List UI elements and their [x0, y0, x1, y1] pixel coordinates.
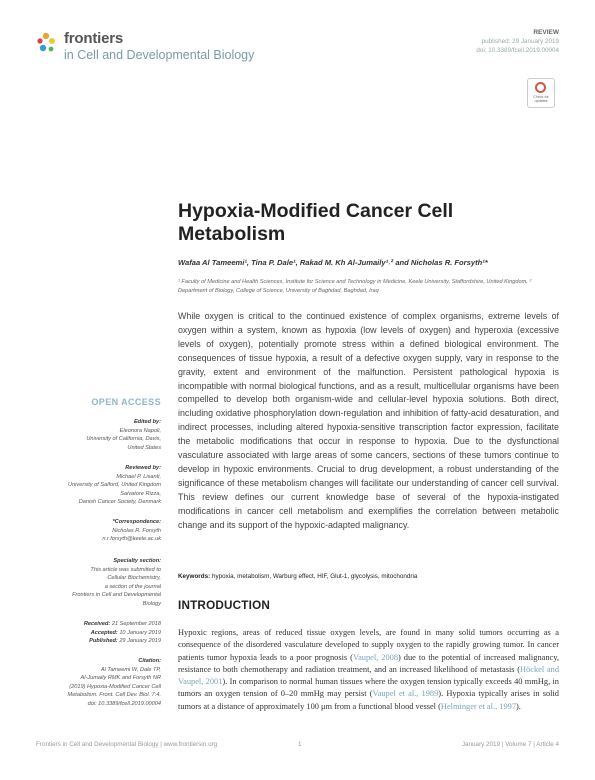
received-label: Received:	[83, 621, 111, 627]
article-type: REVIEW	[533, 29, 559, 36]
reviewer-line: University of Salford, United Kingdom	[68, 482, 161, 489]
article-meta	[399, 28, 559, 55]
accepted-row	[48, 629, 161, 638]
footer-volume: January 2019 | Volume 7 | Article 4	[461, 741, 559, 748]
intro-text: ) due to the potential of increased malignancy, resistance to both chemotherapy and radiation treatment, and an increased likelihood of metastasis (	[178, 652, 559, 674]
specialty-line: This article was submitted to	[90, 566, 161, 573]
citation-line: (2019) Hypoxia-Modified Cancer Cell	[69, 683, 161, 690]
frontiers-logo-icon	[36, 32, 60, 54]
intro-text: Hypoxic regions, areas of reduced tissue oxygen levels, are found in many solid tumors occurring as a consequence of the disordered vasculature developed to supply oxygen to the rapidly growing tumor. In cancer patients tumor hypoxia leads to a poor prognosis (	[178, 628, 559, 662]
reviewer-line: Michael P. Lisanti,	[116, 473, 161, 480]
brand-name: frontiers	[64, 30, 124, 47]
specialty-section-block	[48, 557, 161, 609]
correspondent-name: Nicholas R. Forsyth	[112, 527, 161, 534]
correspondence-block	[48, 518, 161, 544]
published-label: Published:	[89, 638, 118, 645]
citation-line: Al-Jumaily RMK and Forsyth NR	[80, 675, 161, 682]
citation-label: Citation:	[138, 658, 161, 664]
published-row	[48, 637, 161, 646]
reviewed-by-label: Reviewed by:	[125, 465, 161, 471]
citation-link[interactable]: Vaupel, 2008	[352, 652, 399, 662]
check-updates-label: Check for updates	[533, 95, 549, 104]
specialty-line: Biology	[142, 600, 161, 607]
intro-text: ). Hypoxia typically arises in solid tumors at a distance of approximately 100 μm from a functional blood vessel (	[178, 689, 559, 711]
page-number: 1	[298, 741, 302, 748]
specialty-line: Cellular Biochemistry,	[107, 575, 161, 582]
citation-line: doi: 10.3389/fcell.2019.00004	[87, 700, 161, 707]
reviewer-line: Danish Cancer Society, Denmark	[78, 499, 161, 506]
intro-text: ). In comparison to normal human tissues where the oxygen tension typically exceeds 40 mmHg, in tumors an oxygen tension of 0–20 mmHg may persist (	[178, 677, 559, 699]
author-list: Wafaa Al Tameemi¹, Tina P. Dale¹, Rakad M. Kh Al-Jumaily¹˒² and Nicholas R. Forsyth¹*	[178, 258, 488, 267]
reviewer-line: Salvatore Rizza,	[120, 490, 161, 497]
accepted-date: 10 January 2019	[119, 629, 161, 636]
reviewed-by-block	[48, 464, 161, 507]
dates-block	[48, 620, 161, 646]
footer-journal-link[interactable]: Frontiers in Cell and Developmental Biology | www.frontiersin.org	[36, 741, 218, 748]
received-date: 21 September 2018	[111, 621, 161, 627]
published-date: published: 29 January 2019	[481, 38, 559, 45]
keywords-list: hypoxia, metabolism, Warburg effect, HIF, Glut-1, glycolysis, mitochondria	[211, 573, 418, 580]
correspondence-label: *Correspondence:	[112, 519, 161, 525]
editor-line: Eleonora Napoli,	[119, 427, 161, 434]
editor-line: University of California, Davis,	[86, 436, 161, 443]
introduction-paragraph	[178, 627, 559, 713]
specialty-label: Specialty section:	[113, 558, 161, 564]
citation-link[interactable]: Vaupel et al., 1989	[372, 689, 439, 699]
citation-line: Al Tameemi W, Dale TP,	[100, 666, 161, 673]
specialty-line: Frontiers in Cell and Developmental	[72, 592, 161, 599]
check-for-updates-button[interactable]	[527, 78, 555, 108]
open-access-label: OPEN ACCESS	[91, 397, 161, 407]
correspondent-email[interactable]: n.r.forsyth@keele.ac.uk	[102, 536, 161, 543]
affiliations: ¹ Faculty of Medicine and Health Sciences, Institute for Science and Technology in Medicine, Keele University, Staffordshire, United Kingdom, ² Department of Biology, College of Science, University of Baghdad, Baghdad, Iraq	[178, 279, 532, 294]
section-heading-introduction: INTRODUCTION	[178, 599, 270, 612]
received-row	[48, 620, 161, 629]
abstract: While oxygen is critical to the continued existence of complex organisms, extreme levels of oxygen within a system, known as hypoxia (low levels of oxygen) and hyperoxia (excessive levels of oxygen), potentially promote stress within a defined biological environment. The consequences of tissue hypoxia, a result of a defective oxygen supply, vary in response to the gravity, extent and environment of the malfunction. Persistent pathological hypoxia is incompatible with normal biological functions, and as a result, multicellular organisms have been compelled to develop both organism-wide and cellular-level hypoxia solutions. Both direct, including oxidative phosphorylation down-regulation and inhibition of fatty-acid desaturation, and indirect processes, including altered hypoxia-sensitive transcription factor expression, facilitate the metabolic modifications that occur in response to hypoxia. Due to the dysfunctional vasculature associated with large areas of some cancers, sections of these tumors continue to develop in hypoxic environments. Crucial to drug development, a robust understanding of the significance of these metabolism changes will facilitate our understanding of cancer cell survival. This review defines our current knowledge base of several of the hypoxia-instigated modifications in cancer cell metabolism and exemplifies the correlation between metabolic change and its support of the hypoxic-adapted malignancy.	[178, 311, 559, 530]
accepted-label: Accepted:	[90, 629, 118, 636]
journal-name: in Cell and Developmental Biology	[64, 48, 255, 62]
citation-block	[48, 657, 161, 709]
check-updates-icon	[535, 82, 546, 93]
citation-link[interactable]: Höckel and Vaupel, 2001	[178, 664, 560, 687]
editor-line: United States	[127, 444, 161, 451]
article-title: Hypoxia-Modified Cancer Cell Metabolism	[178, 200, 454, 245]
edited-by-block	[48, 418, 161, 452]
keywords-label: Keywords:	[178, 573, 211, 580]
citation-link[interactable]: Helminger et al., 1997	[440, 701, 517, 711]
journal-logo	[36, 28, 255, 68]
keywords	[178, 573, 559, 580]
specialty-line: a section of the journal	[104, 583, 161, 590]
citation-line: Metabolism. Front. Cell Dev. Biol. 7:4.	[67, 692, 161, 699]
doi[interactable]: doi: 10.3389/fcell.2019.00004	[476, 47, 559, 54]
intro-text: ).	[516, 701, 521, 711]
edited-by-label: Edited by:	[133, 419, 161, 425]
published-date-side: 29 January 2019	[119, 638, 161, 645]
